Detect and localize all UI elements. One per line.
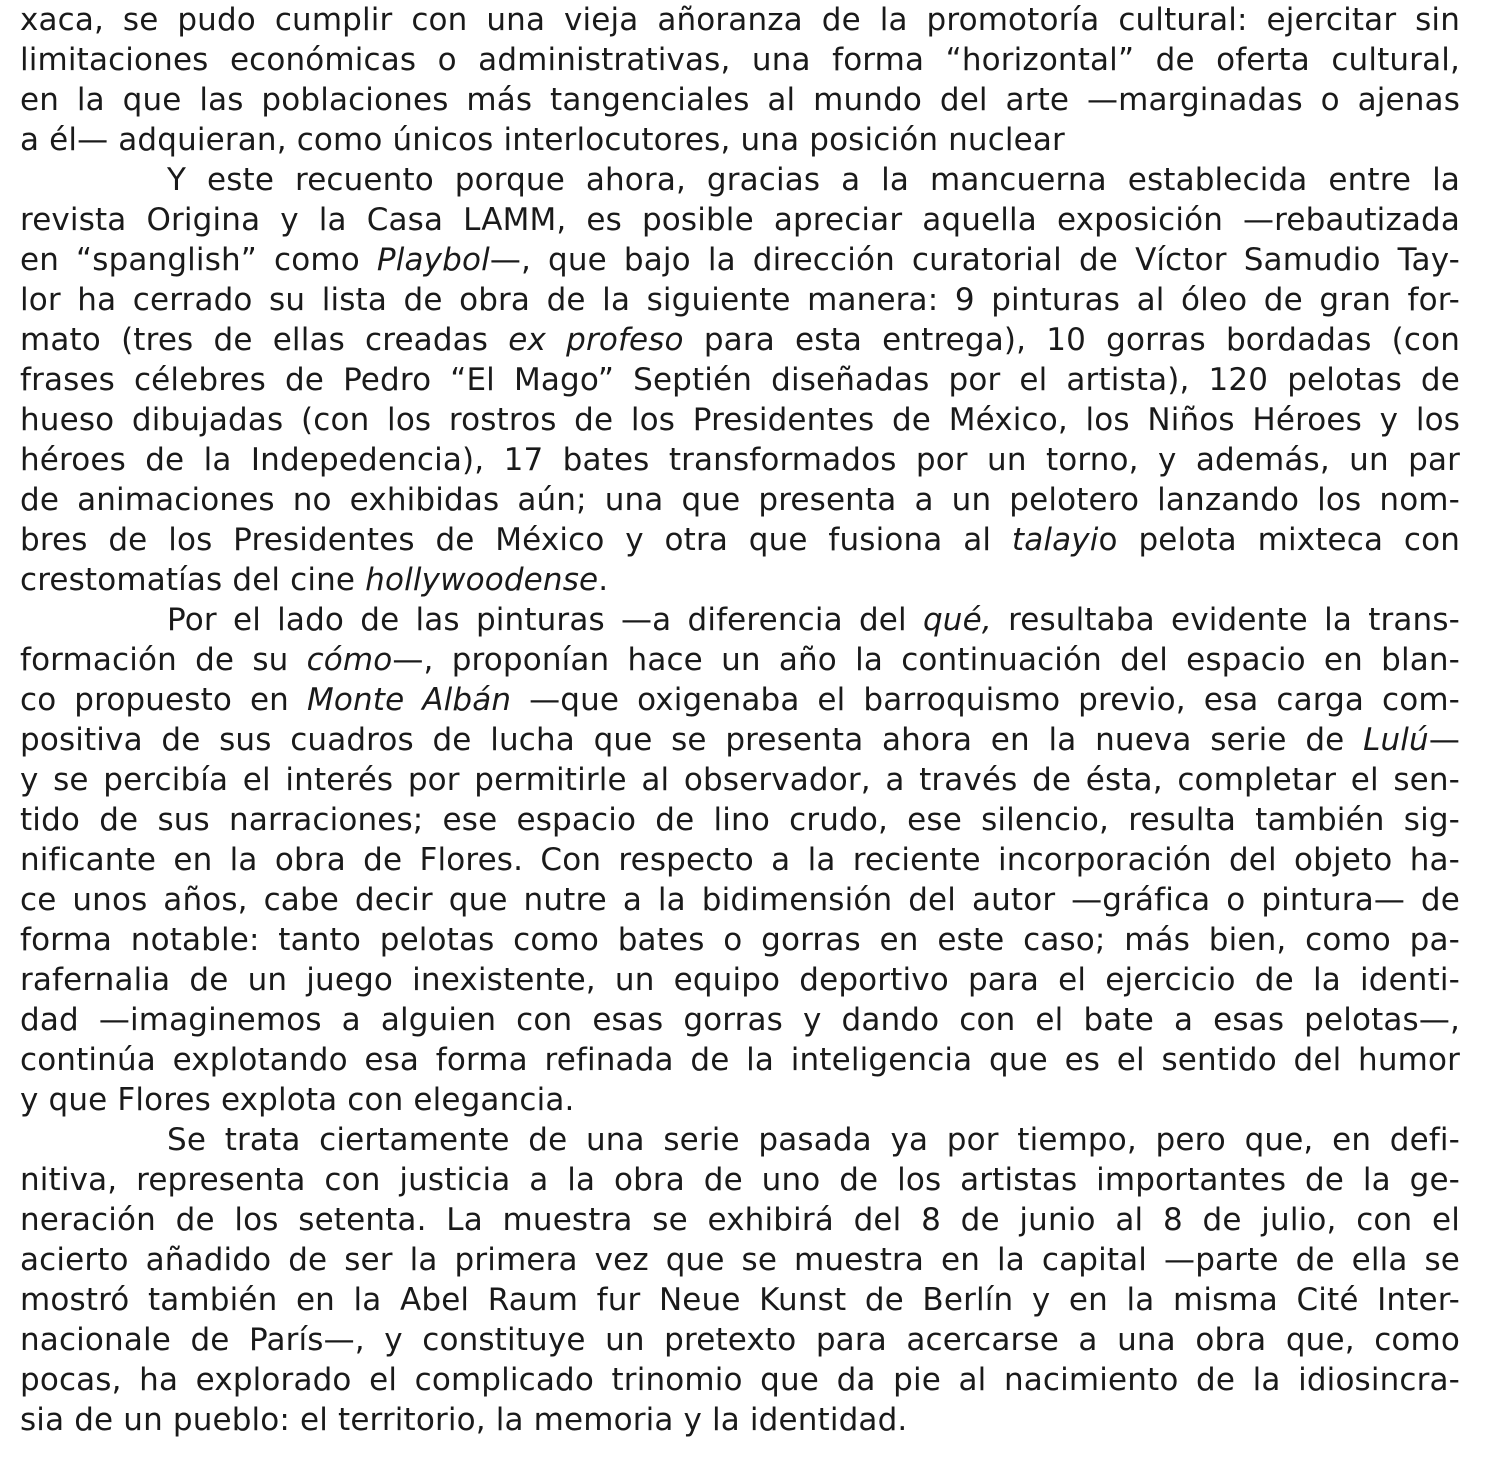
text-line: Por el lado de las pinturas —a diferencia del qué, resultaba evidente la trans-: [167, 602, 1460, 638]
text-line: nitiva, representa con justicia a la obra de uno de los artistas importantes de la ge-: [20, 1162, 1460, 1198]
text-line: bres de los Presidentes de México y otra que fusiona al talayio pelota mixteca con: [20, 522, 1460, 558]
text-line: limitaciones económicas o administrativas, una forma “horizontal” de oferta cultural,: [20, 42, 1460, 78]
text-line: ce unos años, cabe decir que nutre a la bidimensión del autor —gráfica o pintura— de: [20, 882, 1460, 918]
text-line: revista Origina y la Casa LAMM, es posible apreciar aquella exposición —rebautizada: [20, 202, 1460, 238]
text-line: acierto añadido de ser la primera vez que se muestra en la capital —parte de ella se: [20, 1242, 1460, 1278]
text-line: xaca, se pudo cumplir con una vieja añoranza de la promotoría cultural: ejercitar sin: [20, 2, 1460, 38]
text-line: forma notable: tanto pelotas como bates o gorras en este caso; más bien, como pa-: [20, 922, 1460, 958]
text-line: nacionale de París—, y constituye un pretexto para acercarse a una obra que, como: [20, 1322, 1460, 1358]
paragraph: [20, 0, 1460, 160]
text-line: co propuesto en Monte Albán —que oxigenaba el barroquismo previo, esa carga com-: [20, 682, 1461, 718]
text-line: lor ha cerrado su lista de obra de la siguiente manera: 9 pinturas al óleo de gran for-: [20, 282, 1460, 318]
text-line: a él— adquieran, como únicos interlocutores, una posición nuclear: [20, 122, 1065, 158]
text-line: Y este recuento porque ahora, gracias a la mancuerna establecida entre la: [167, 162, 1460, 198]
paragraph: [20, 600, 1460, 1120]
text-line: mostró también en la Abel Raum fur Neue Kunst de Berlín y en la misma Cité Inter-: [20, 1282, 1460, 1318]
text-line: y se percibía el interés por permitirle al observador, a través de ésta, completar el sen-: [20, 762, 1460, 798]
text-line: y que Flores explota con elegancia.: [20, 1082, 575, 1118]
text-line: rafernalia de un juego inexistente, un equipo deportivo para el ejercicio de la identi-: [20, 962, 1460, 998]
text-line: nificante en la obra de Flores. Con respecto a la reciente incorporación del objeto ha-: [20, 842, 1460, 878]
text-line: en la que las poblaciones más tangenciales al mundo del arte —marginadas o ajenas: [20, 82, 1460, 118]
text-line: sia de un pueblo: el territorio, la memoria y la identidad.: [20, 1402, 908, 1438]
paragraph: [20, 1120, 1460, 1440]
text-line: crestomatías del cine hollywoodense.: [20, 562, 609, 598]
text-line: formación de su cómo—, proponían hace un año la continuación del espacio en blan-: [20, 642, 1460, 678]
text-line: continúa explotando esa forma refinada de la inteligencia que es el sentido del humor: [20, 1042, 1460, 1078]
text-line: pocas, ha explorado el complicado trinomio que da pie al nacimiento de la idiosincra-: [20, 1362, 1460, 1398]
text-line: frases célebres de Pedro “El Mago” Septién diseñadas por el artista), 120 pelotas de: [20, 362, 1460, 398]
text-line: tido de sus narraciones; ese espacio de lino crudo, ese silencio, resulta también sig-: [20, 802, 1460, 838]
text-line: mato (tres de ellas creadas ex profeso para esta entrega), 10 gorras bordadas (con: [20, 322, 1461, 358]
text-line: hueso dibujadas (con los rostros de los Presidentes de México, los Niños Héroes y los: [20, 402, 1460, 438]
text-line: de animaciones no exhibidas aún; una que presenta a un pelotero lanzando los nom-: [20, 482, 1460, 518]
text-line: dad —imaginemos a alguien con esas gorras y dando con el bate a esas pelotas—,: [20, 1002, 1460, 1038]
text-line: héroes de la Indepedencia), 17 bates transformados por un torno, y además, un par: [20, 442, 1460, 478]
text-line: en “spanglish” como Playbol—, que bajo la dirección curatorial de Víctor Samudio Tay-: [20, 242, 1460, 278]
paragraph: [20, 160, 1460, 600]
text-line: neración de los setenta. La muestra se exhibirá del 8 de junio al 8 de julio, con el: [20, 1202, 1460, 1238]
text-line: positiva de sus cuadros de lucha que se presenta ahora en la nueva serie de Lulú—: [20, 722, 1460, 758]
text-line: Se trata ciertamente de una serie pasada ya por tiempo, pero que, en defi-: [167, 1122, 1460, 1158]
